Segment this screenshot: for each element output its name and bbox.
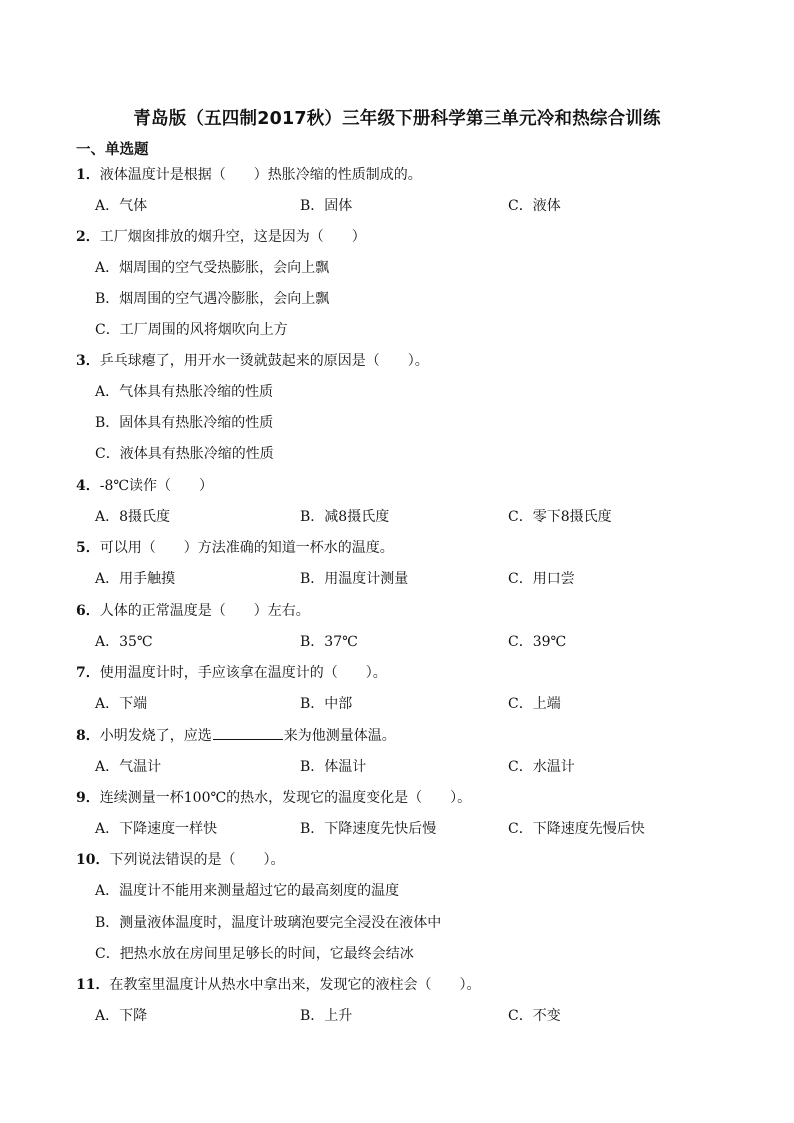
section-heading: 一、单选题 [76,142,149,158]
question-number: 5． [76,540,100,556]
option-9a: A．下降速度一样快 [95,821,218,837]
document-title: 青岛版（五四制2017秋）三年级下册科学第三单元冷和热综合训练 [133,109,661,129]
question-text: 连续测量一杯100℃的热水，发现它的温度变化是（ ）。 [99,790,472,806]
option-6b: B．37℃ [300,634,358,650]
option-3c: C．液体具有热胀冷缩的性质 [95,446,274,462]
option-1c: C．液体 [508,198,561,214]
option-6a: A．35℃ [95,634,153,650]
question-text: 人体的正常温度是（ ）左右。 [99,603,310,619]
question-number: 11． [76,977,110,993]
option-7b: B．中部 [300,696,353,712]
option-10b: B．测量液体温度时，温度计玻璃泡要完全浸没在液体中 [95,915,442,931]
option-11b: B．上升 [300,1008,353,1024]
question-11 [76,975,480,995]
option-4c: C．零下8摄氏度 [508,509,612,525]
option-7c: C．上端 [508,696,561,712]
question-text: 液体温度计是根据（ ）热胀冷缩的性质制成的。 [99,167,422,183]
option-4a: A．8摄氏度 [95,509,171,525]
answer-blank[interactable] [213,725,283,740]
option-10a: A．温度计不能用来测量超过它的最高刻度的温度 [95,883,400,899]
question-number: 9． [76,790,100,806]
option-1a: A．气体 [95,198,148,214]
question-number: 1． [76,167,100,183]
option-3a: A．气体具有热胀冷缩的性质 [95,384,274,400]
option-9c: C．下降速度先慢后快 [508,821,645,837]
option-5c: C．用口尝 [508,571,575,587]
question-number: 8． [76,728,100,744]
question-text: 在教室里温度计从热水中拿出来，发现它的液柱会（ ）。 [109,977,481,993]
question-number: 6． [76,603,100,619]
option-6c: C．39℃ [508,634,567,650]
question-3 [76,351,429,371]
option-11a: A．下降 [95,1008,148,1024]
question-4 [76,476,213,496]
option-8b: B．体温计 [300,759,367,775]
option-7a: A．下端 [95,696,148,712]
question-text: 工厂烟囱排放的烟升空，这是因为（ ） [99,229,366,245]
question-8 [76,725,396,746]
question-5 [76,538,394,558]
option-2c: C．工厂周围的风将烟吹向上方 [95,322,288,338]
question-number: 4． [76,478,100,494]
question-10 [76,850,284,870]
option-8a: A．气温计 [95,759,162,775]
option-1b: B．固体 [300,198,353,214]
question-text: 下列说法错误的是（ ）。 [109,852,285,868]
question-text: 乒乓球瘪了，用开水一烫就鼓起来的原因是（ ）。 [99,353,429,369]
option-10c: C．把热水放在房间里足够长的时间，它最终会结冰 [95,946,414,962]
question-text: -8℃读作（ ） [99,478,214,494]
option-2b: B．烟周围的空气遇冷膨胀，会向上飘 [95,291,330,307]
option-8c: C．水温计 [508,759,575,775]
question-2 [76,227,366,247]
question-text: 可以用（ ）方法准确的知道一杯水的温度。 [99,540,394,556]
option-4b: B．减8摄氏度 [300,509,390,525]
option-5a: A．用手触摸 [95,571,176,587]
option-11c: C．不变 [508,1008,561,1024]
option-2a: A．烟周围的空气受热膨胀，会向上飘 [95,260,330,276]
option-3b: B．固体具有热胀冷缩的性质 [95,415,274,431]
question-6 [76,601,310,621]
question-number: 3． [76,353,100,369]
question-1 [76,165,422,185]
question-7 [76,663,387,683]
question-number: 7． [76,665,100,681]
question-number: 2． [76,229,100,245]
option-9b: B．下降速度先快后慢 [300,821,437,837]
question-text-after: 来为他测量体温。 [283,728,396,744]
question-text-before: 小明发烧了，应选 [99,728,212,744]
question-number: 10． [76,852,110,868]
option-5b: B．用温度计测量 [300,571,409,587]
question-9 [76,788,471,808]
question-text: 使用温度计时，手应该拿在温度计的（ ）。 [99,665,387,681]
